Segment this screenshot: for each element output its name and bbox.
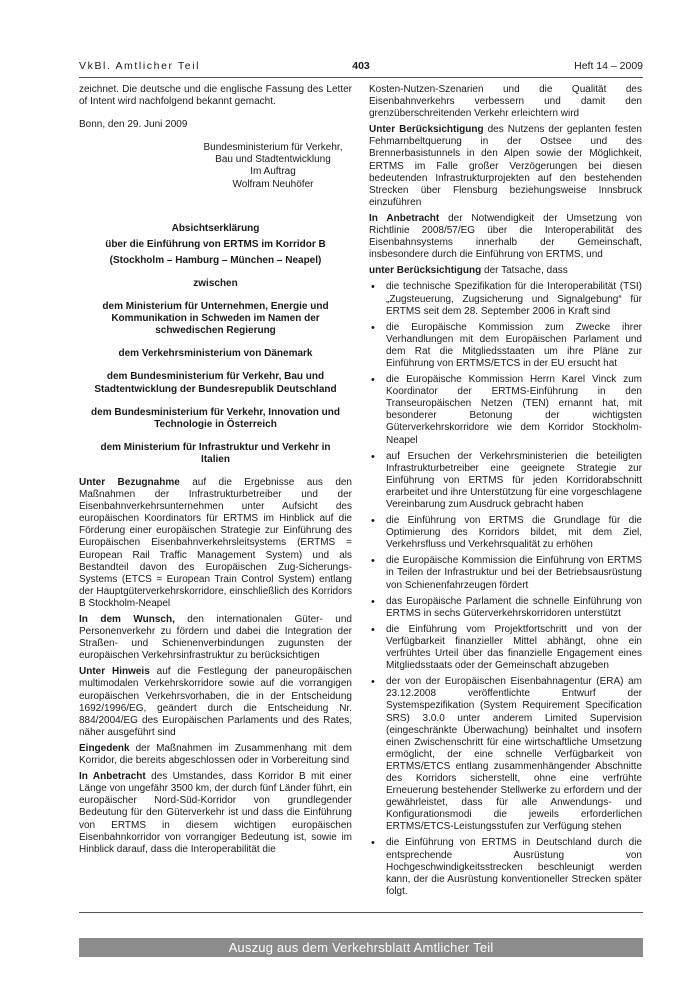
paragraph-lead: Unter Bezugnahme (79, 476, 180, 488)
footer-banner: Auszug aus dem Verkehrsblatt Amtlicher Teil (79, 938, 643, 957)
document-title (79, 223, 352, 267)
paragraph-lead: In dem Wunsch, (79, 614, 175, 625)
paragraph (79, 477, 352, 610)
date-line: Bonn, den 29. Juni 2009 (79, 119, 188, 131)
bullet-list (369, 281, 642, 898)
paragraph-text: auf die Festlegung der paneuropäischen multimodalen Verkehrskorridore sowie auf die vorrangigen europäischen Verkehrsvorhaben, die in der Entscheidung 1692/1996/EG, geändert durch die Entscheidung Nr. 884/2004/EG des Europäischen Parlaments und des Rates, näher ausgeführt sind (79, 666, 352, 738)
header-rule (79, 77, 643, 78)
list-item: • der von der Europäischen Eisenbahnagentur (ERA) am 23.12.2008 veröffentlichte Entwurf der Systemspezifikation (System Requirement Specification SRS) 3.0.0 unter anderem Limited Supervision (eingeschränkte Überwachung) beinhaltet und insofern einen Zwischenschritt für eine wirtschaftliche Umsetzung ermöglicht, der eine schnelle Verfügbarkeit von ERTMS/ETCS entlang zusammenhängender Abschnitte des Korridors sicherstellt, ohne eine verfrühte Erneuerung bestehender Stellwerke zu erfordern und der gewährleistet, dass für alle Anwendungs- und Konfigurationsmodi die jeweils erforderlichen ERTMS/ETCS-Leistungsstufen zur Verfügung stehen (369, 676, 642, 833)
signature-line: Wolfram Neuhöfer (232, 178, 314, 190)
paragraph-text: der Tatsache, dass (481, 265, 568, 277)
paragraph-lead: In Anbetracht (369, 212, 440, 224)
left-column (79, 84, 352, 856)
intro-text: zeichnet. Die deutsche und die englische Fassung des Letter of Intent wird nachfolgend bekannt gemacht. (79, 84, 352, 108)
list-item: • die Europäische Kommission zum Zwecke ihrer Verhandlungen mit dem Europäischen Parlament und dem Rat die Mitgliedsstaaten um ihre Pläne zur Einführung von ERTMS/ETCS in der EU ersucht hat (369, 322, 642, 370)
list-item: • die Einführung von ERTMS die Grundlage für die Optimierung des Korridors bildet, mit dem Ziel, Verkehrsfluss und Verkehrsqualität zu erhöhen (369, 515, 642, 551)
list-item: • die Europäische Kommission die Einführung von ERTMS in Teilen der Infrastruktur und bei der Betriebsausrüstung von Schienenfahrzeugen fördert (369, 555, 642, 591)
list-item: • das Europäische Parlament die schnelle Einführung von ERTMS in sechs Güterverkehrskorridoren unterstützt (369, 596, 642, 620)
party: dem Bundesministerium für Verkehr, Bau und Stadtentwicklung der Bundesrepublik Deutschland (94, 371, 337, 395)
paragraph-text: der Notwendigkeit der Umsetzung von Richtlinie 2008/57/EG über die Interoperabilität des Eisenbahnsystems innerhalb der Gemeinschaft, insbesondere durch die Einführung von ERTMS, und (369, 212, 643, 261)
paragraph-text: auf die Ergebnisse aus den Maßnahmen der Infrastrukturbetreiber und der Eisenbahnverkehrsunternehmen unter Aufsicht des europäischen Koordinators für ERTMS im Hinblick auf die Förderung einer europäischen Strategie zur Einführung des Europäischen Eisenbahnverkehrsleitsystems (ERTMS = European Rail Traffic Management System) und als Bestandteil davon des Europäischen Zug-Sicherungs-Systems (ETCS = European Train Control System) entlang der Hauptgüterverkehrskorridore, einschließlich des Korridors B Stockholm-Neapel (79, 476, 352, 609)
continued-text: Kosten-Nutzen-Szenarien und die Qualität des Eisenbahnverkehrs verbessern und damit den grenzüberschreitenden Verkehr erleichtern wird (369, 84, 642, 120)
list-item: • die technische Spezifikation für die Interoperabilität (TSI) „Zugsteuerung, Zugsicherung und Signalgebung“ für ERTMS seit dem 28. September 2006 in Kraft sind (369, 281, 642, 317)
paragraph (369, 265, 642, 277)
party: dem Bundesministerium für Verkehr, Innovation und Technologie in Österreich (91, 406, 340, 430)
paragraph-text: der Maßnahmen im Zusammenhang mit dem Korridor, die bereits abgeschlossen oder in Vorbereitung sind (79, 742, 352, 767)
bottom-rule (79, 912, 643, 913)
signature-block (198, 142, 348, 190)
paragraph-lead: Unter Berücksichtigung (369, 124, 484, 136)
paragraph-lead: Eingedenk (79, 742, 130, 754)
title-line: Absichtserklärung (171, 222, 260, 234)
issue-label: Heft 14 – 2009 (574, 60, 643, 72)
paragraph-text: den internationalen Güter- und Personenverkehr zu fördern und dabei die Integration der Straßen- und Schienenverbindungen zugunsten der europäischen Verkehrsinfrastruktur zu berücksichtigen (79, 614, 352, 662)
paragraph-lead: unter Berücksichtigung (369, 265, 482, 277)
list-item: • auf Ersuchen der Verkehrsministerien die beteiligten Infrastrukturbetreiber eine geeignete Strategie zur Einführung von ERTMS für jeden Korridorabschnitt erarbeitet und ihre Unterstützung für eine vorgeschlagene Vereinbarung zum Ausdruck gebracht haben (369, 451, 642, 511)
party: dem Ministerium für Infrastruktur und Verkehr in Italien (100, 441, 331, 465)
paragraph (79, 743, 352, 767)
list-item: • die Europäische Kommission Herrn Karel Vinck zum Koordinator der ERTMS-Einführung in den Transeuropäischen Netzen (TEN) ernannt hat, mit besonderer Betonung der wichtigsten Güterverkehrskorridore wie dem Korridor Stockholm-Neapel (369, 374, 642, 447)
party: dem Verkehrsministerium von Dänemark (118, 348, 313, 360)
paragraph (79, 771, 352, 856)
signature-line: Bundesministerium für Verkehr, (203, 142, 343, 154)
signature-line: Im Auftrag (250, 166, 296, 178)
paragraph (369, 213, 642, 261)
paragraph-text: des Nutzens der geplanten festen Fehmarnbeltquerung in der Ostsee und des Brennerbasistunnels in den Alpen sowie der Möglichkeit, ERTMS im Falle großer Verzögerungen bei diesen bedeutenden Infrastrukturprojekten auf den bestehenden Strecken über Flensburg beziehungsweise Innsbruck einzuführen (369, 124, 642, 208)
paragraph-lead: Unter Hinweis (79, 666, 150, 678)
between-label: zwischen (193, 277, 238, 289)
signature-line: Bau und Stadtentwicklung (215, 154, 331, 166)
paragraph (79, 614, 352, 662)
list-item: • die Einführung von ERTMS in Deutschland durch die entsprechende Ausrüstung von Hochgeschwindigkeitsstrecken beschleunigt werden kann, der die Ausrüstung konventioneller Strecken später folgt. (369, 837, 642, 897)
page-header (79, 60, 643, 76)
list-item: • die Einführung vom Projektfortschritt und von der Verfügbarkeit finanzieller Mittel abhängt, ohne ein verfrühtes Urteil über das finanzielle Engagement eines Mitgliedsstaats oder der Gemeinschaft abzugeben (369, 624, 642, 672)
paragraph-text: des Umstandes, dass Korridor B mit einer Länge von ungefähr 3500 km, der durch fünf Länder führt, ein europäischer Nord-Süd-Korridor von grundlegender Bedeutung für den Güterverkehr ist und dass die Einführung von ERTMS in diesem wichtigen europäischen Eisenbahnkorridor von vorrangiger Bedeutung ist, sowie im Hinblick darauf, dass die Interoperabilität die (79, 771, 352, 855)
paragraph-lead: In Anbetracht (79, 771, 146, 783)
paragraph (369, 124, 642, 209)
paragraph (79, 666, 352, 739)
page-number: 403 (352, 60, 370, 72)
title-line: über die Einführung von ERTMS im Korridor B (105, 238, 326, 250)
right-column (369, 84, 642, 898)
journal-name: VkBl. Amtlicher Teil (79, 60, 201, 72)
party: dem Ministerium für Unternehmen, Energie und Kommunikation in Schweden im Namen der schwedischen Regierung (102, 301, 329, 337)
title-line: (Stockholm – Hamburg – München – Neapel) (109, 254, 322, 266)
